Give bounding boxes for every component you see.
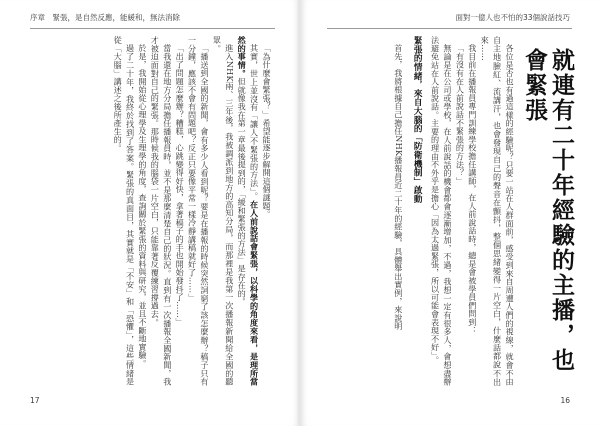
emphasis-text: 在人前說話會緊張，以科學的角度來看，是理所當然的事情。 <box>237 36 260 386</box>
page-number-right: 16 <box>560 396 570 405</box>
body-paragraph: 「為什麼會緊張？」希望能逐步解開這個謎題。 <box>262 44 272 219</box>
running-header-right: 面對一億人也不怕的33個說話技巧 <box>455 13 570 22</box>
left-page-body <box>19 36 273 386</box>
body-paragraph: 「播送到全國的新聞，會有多少人看到呢？要是在播報的時候突然詞窮了該怎麼辦？稿子只有一分鐘，應該不會有問題吧？反正只要像平常一樣冷靜講稿就好了……」 <box>187 36 210 386</box>
body-paragraph: 我目前在播報員專門訓練學校擔任講師，在人前說話時，總是會被學員們問到： <box>467 44 478 335</box>
chapter-title: 就連有二十年經驗的主播，也會緊張 <box>521 48 574 373</box>
right-page-body <box>326 36 516 386</box>
body-paragraph: 「有沒有在人前說話不緊張的方法？」 <box>455 44 466 186</box>
right-page <box>301 0 600 426</box>
running-header-left: 序章 緊張，是自然反應，能緩和，無法消除 <box>30 13 180 22</box>
body-paragraph: 其實，世上並沒有「讓人不緊張的方法」。在人前說話會緊張，以科學的角度來看，是理所當然的事情。但就像我在第一章最後提到的，「緩和緊張的方法」是存在的。 <box>237 36 260 386</box>
body-paragraph: 於是，我開始從心理學及生理學的角度，查詢關於緊張的資料與研究，並且不斷地實驗。 <box>137 44 148 368</box>
left-page <box>0 0 299 426</box>
body-paragraph: 「出了問題怎麼辦？糟糕，心跳變得好快，拿著稿子的手也開始發抖了……」 <box>175 44 186 327</box>
header-rule-right <box>327 28 572 29</box>
body-paragraph: 各位是否也有過這樣的經驗呢？只要一站在人群面前，感受到來自周遭人們的視線，就會不由自主地臉紅、流講汗，也會發現自己的聲音在顫抖，整個思緒變得一片空白，什麼話都說不出來…… <box>480 36 515 386</box>
header-rule-left <box>30 28 275 29</box>
section-heading: 緊張的情緒，來自大腦的「防衛機制」啟動 <box>412 36 423 204</box>
page-number-left: 17 <box>30 396 40 405</box>
body-paragraph: 首先，我將根據自己擔任NHK播報員近二十年的經驗，具體舉出實例，來說明 <box>393 44 404 331</box>
body-paragraph: 無論是在公司或學校，在人前說話的機會都會逐漸增加，不過，我想一定有很多人，會想盡辦法避免站在人前說話。主要的理由不外乎是擔心「因為太過緊張，所以可能會表現不好」。 <box>430 36 453 386</box>
body-paragraph: 過了二十年，我終於找到了答案。緊張的真面目，其實就是「不安」和「恐懼」，這些情緒是從「大腦」講述之後所產生的。 <box>113 36 136 386</box>
body-paragraph: 進入NHK兩、三年後，我被調派到地方的高知分局，而那裡是我第一次播報新聞給全國的聽眾。 <box>212 36 235 386</box>
body-paragraph: 當我還在地方分局擔任播報員時，並不是那麼清楚自己的狀況。直到有一次播報全國新聞，我才被迫面對自己的緊張。那時候我的腦袋一片空白，只能靠著反覆練習撐過去。 <box>150 36 173 386</box>
